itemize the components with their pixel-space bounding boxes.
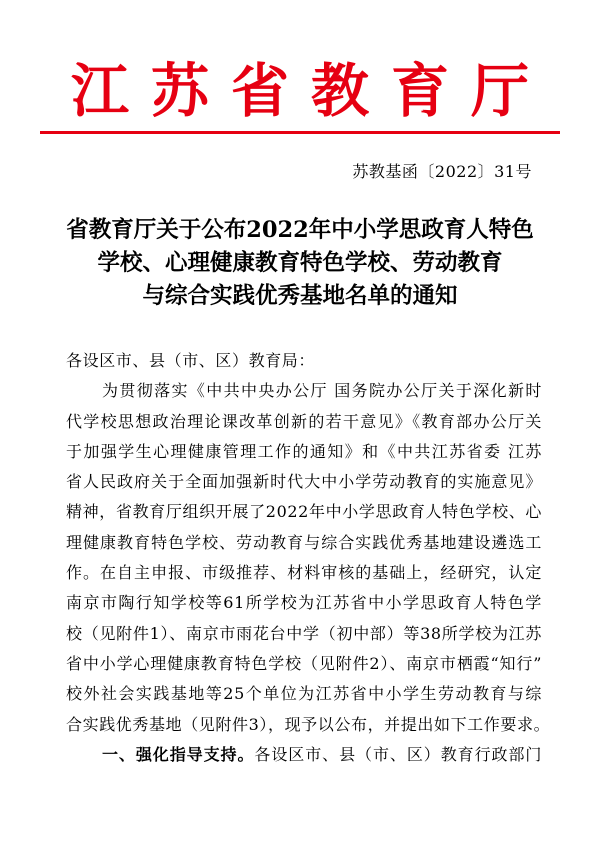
title-line-1: 省教育厅关于公布2022年中小学思政育人特色 — [66, 217, 534, 243]
section-one-heading: 一、强化指导支持。 — [102, 744, 255, 764]
section-one-text: 各设区市、县（市、区）教育行政部门 — [254, 744, 542, 764]
red-divider-line — [40, 131, 560, 134]
document-number: 苏教基函〔2022〕31号 — [352, 162, 532, 181]
salutation: 各设区市、县（市、区）教育局： — [66, 351, 316, 370]
body-line-10: 省中小学心理健康教育特色学校（见附件2）、南京市栖霞“知行” — [66, 653, 542, 673]
body-line-7: 作。在自主申报、市级推荐、材料审核的基础上，经研究，认定 — [66, 563, 542, 583]
masthead-title: 江苏省教育厅 — [70, 57, 551, 125]
document-body — [66, 346, 551, 770]
body-line-1: 为贯彻落实《中共中央办公厅 国务院办公厅关于深化新时 — [102, 381, 542, 401]
body-line-5: 精神，省教育厅组织开展了2022年中小学思政育人特色学校、心 — [66, 502, 542, 522]
body-line-12: 合实践优秀基地（见附件3），现予以公布，并提出如下工作要求。 — [66, 714, 551, 734]
title-line-2: 学校、心理健康教育特色学校、劳动教育 — [97, 250, 503, 276]
title-line-3: 与综合实践优秀基地名单的通知 — [142, 283, 458, 309]
body-line-4: 省人民政府关于全面加强新时代大中小学劳动教育的实施意见》 — [66, 472, 542, 492]
body-line-3: 于加强学生心理健康管理工作的通知》和《中共江苏省委 江苏 — [66, 441, 542, 461]
section-one — [66, 740, 542, 770]
document-title — [46, 214, 554, 313]
body-line-9: 校（见附件1）、南京市雨花台中学（初中部）等38所学校为江苏 — [66, 623, 542, 643]
body-line-2: 代学校思想政治理论课改革创新的若干意见》《教育部办公厅关 — [66, 411, 542, 431]
body-line-8: 南京市陶行知学校等61所学校为江苏省中小学思政育人特色学 — [66, 593, 542, 613]
body-line-6: 理健康教育特色学校、劳动教育与综合实践优秀基地建设遴选工 — [66, 532, 542, 552]
body-line-11: 校外社会实践基地等25个单位为江苏省中小学生劳动教育与综 — [66, 684, 542, 704]
